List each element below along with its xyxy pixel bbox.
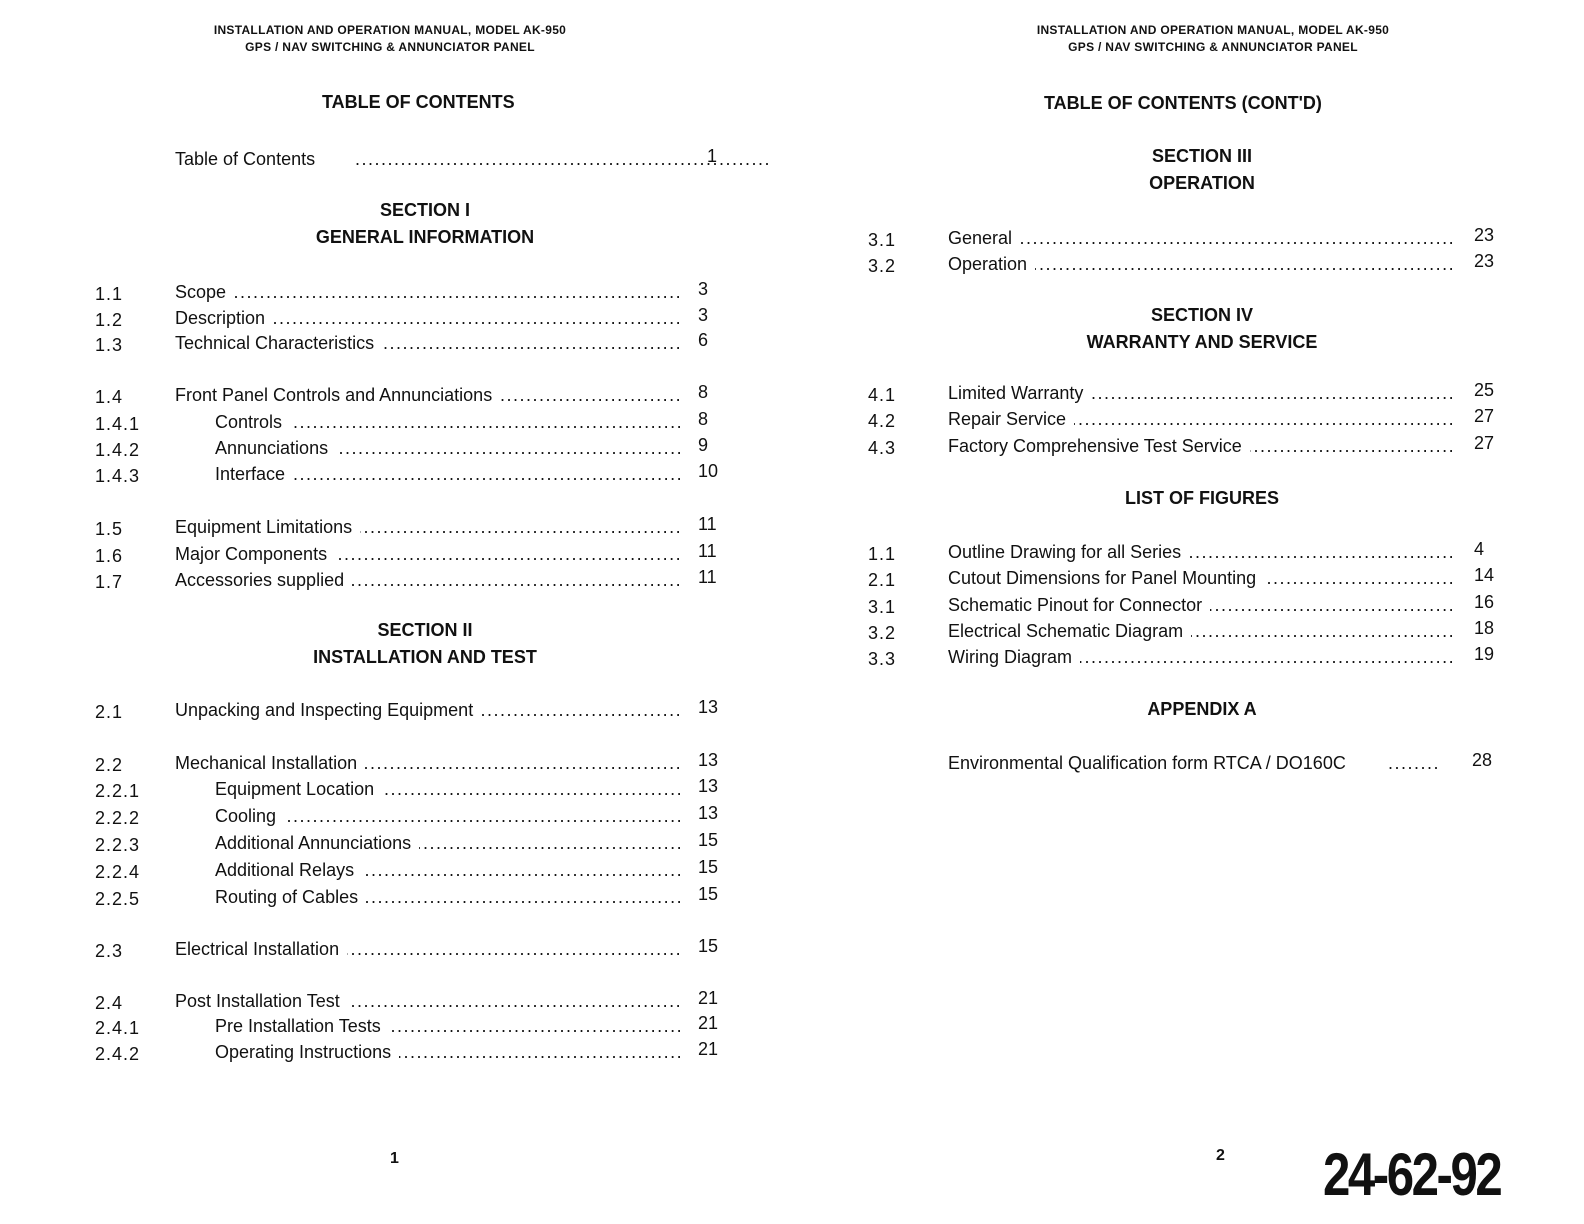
page-number: 1 xyxy=(390,1150,399,1167)
toc-entry xyxy=(868,645,1508,669)
toc-entry xyxy=(95,885,735,909)
page-title: TABLE OF CONTENTS (CONT'D) xyxy=(1044,93,1322,113)
header-line-1: INSTALLATION AND OPERATION MANUAL, MODEL AK-950 xyxy=(213,23,567,37)
toc-entry-page: 13 xyxy=(698,803,719,823)
toc-entry-number: 1.3 xyxy=(95,335,124,355)
section-3-heading xyxy=(1027,143,1377,197)
right-page xyxy=(792,0,1584,1224)
toc-entry xyxy=(868,407,1508,431)
toc-entry-label: Interface xyxy=(215,462,293,486)
toc-entry-label: Operation xyxy=(948,252,1035,276)
toc-entry-page: 11 xyxy=(698,541,717,561)
toc-entry xyxy=(95,383,735,407)
toc-entry-number: 2.2.4 xyxy=(95,862,141,882)
toc-entry-page: 15 xyxy=(698,884,719,904)
toc-entry xyxy=(95,280,735,304)
toc-entry-number: 1.5 xyxy=(95,519,124,539)
toc-entry-page: 1 xyxy=(707,146,718,166)
toc-entry-number: 1.4.2 xyxy=(95,440,141,460)
appendix-title: APPENDIX A xyxy=(1147,699,1257,719)
toc-entry-page: 16 xyxy=(1474,592,1495,612)
toc-entry-number: 1.4 xyxy=(95,387,124,407)
header-line-2: GPS / NAV SWITCHING & ANNUNCIATOR PANEL xyxy=(245,40,535,54)
toc-entry-number: 3.2 xyxy=(868,256,897,276)
toc-entry-page: 21 xyxy=(698,1039,719,1059)
toc-entry xyxy=(868,252,1508,276)
toc-entry-number: 2.2.5 xyxy=(95,889,141,909)
toc-entry-label: Equipment Location xyxy=(215,777,382,801)
running-header xyxy=(0,22,780,56)
header-line-2: GPS / NAV SWITCHING & ANNUNCIATOR PANEL xyxy=(1068,40,1358,54)
toc-entry-page: 6 xyxy=(698,330,709,350)
toc-entry-label: Schematic Pinout for Connector xyxy=(948,593,1210,617)
section-4-heading xyxy=(1027,302,1377,356)
toc-entry-page: 25 xyxy=(1474,380,1495,400)
header-line-1: INSTALLATION AND OPERATION MANUAL, MODEL AK-950 xyxy=(1036,23,1390,37)
page-number: 2 xyxy=(1216,1147,1225,1164)
toc-entry-number: 3.1 xyxy=(868,597,897,617)
toc-entry-number: 2.1 xyxy=(868,570,897,590)
toc-entry-page: 4 xyxy=(1474,539,1485,559)
toc-entry-page: 11 xyxy=(698,514,717,534)
toc-entry-page: 8 xyxy=(698,409,709,429)
toc-entry-page: 19 xyxy=(1474,644,1495,664)
toc-entry-number: 1.7 xyxy=(95,572,124,592)
toc-entry-label: Electrical Schematic Diagram xyxy=(948,619,1191,643)
document-number: 24-62-92 xyxy=(1323,1141,1501,1208)
section-1-heading xyxy=(250,197,600,251)
toc-entry-number: 1.4.1 xyxy=(95,414,141,434)
toc-entry-number: 1.4.3 xyxy=(95,466,141,486)
toc-entry-number: 1.2 xyxy=(95,310,124,330)
toc-entry-number: 4.1 xyxy=(868,385,897,405)
toc-entry xyxy=(95,147,735,171)
toc-entry xyxy=(868,226,1508,250)
toc-entry xyxy=(868,540,1508,564)
toc-entry xyxy=(95,937,735,961)
toc-entry xyxy=(95,331,735,355)
toc-entry-label: Additional Annunciations xyxy=(215,831,419,855)
toc-entry-number: 2.4.1 xyxy=(95,1018,141,1038)
section-2-heading xyxy=(250,617,600,671)
toc-entry-page: 18 xyxy=(1474,618,1495,638)
toc-entry xyxy=(95,858,735,882)
toc-entry-label: Accessories supplied xyxy=(175,568,352,592)
toc-entry xyxy=(868,593,1508,617)
toc-entry-label: Scope xyxy=(175,280,234,304)
toc-entry-label: General xyxy=(948,226,1020,250)
toc-entry-label: Major Components xyxy=(175,542,335,566)
toc-entry-label: Post Installation Test xyxy=(175,989,348,1013)
toc-entry xyxy=(95,804,735,828)
toc-entry-page: 3 xyxy=(698,279,709,299)
toc-entry xyxy=(95,1040,735,1064)
toc-entry xyxy=(95,1014,735,1038)
toc-entry-label: Mechanical Installation xyxy=(175,751,365,775)
toc-entry-label: Repair Service xyxy=(948,407,1074,431)
toc-entry xyxy=(95,462,735,486)
toc-entry-page: 13 xyxy=(698,776,719,796)
toc-entry-number: 3.3 xyxy=(868,649,897,669)
toc-entry-label: Front Panel Controls and Annunciations xyxy=(175,383,500,407)
toc-entry-label: Routing of Cables xyxy=(215,885,366,909)
toc-entry-label: Cutout Dimensions for Panel Mounting xyxy=(948,566,1264,590)
toc-entry-page: 27 xyxy=(1474,433,1495,453)
toc-entry-page: 13 xyxy=(698,750,719,770)
toc-entry-number: 4.2 xyxy=(868,411,897,431)
toc-entry-label: Cooling xyxy=(215,804,284,828)
section-3-subtitle: OPERATION xyxy=(1149,173,1255,193)
toc-entry-label: Unpacking and Inspecting Equipment xyxy=(175,698,481,722)
toc-entry xyxy=(95,306,735,330)
toc-entry-number: 2.2.2 xyxy=(95,808,141,828)
appendix-entry xyxy=(868,751,1508,775)
figures-title: LIST OF FIGURES xyxy=(1124,488,1279,508)
toc-entry-page: 21 xyxy=(698,988,719,1008)
section-1-subtitle: GENERAL INFORMATION xyxy=(315,227,535,247)
toc-entry-number: 1.6 xyxy=(95,546,124,566)
toc-entry-number: 2.4 xyxy=(95,993,124,1013)
toc-entry-label: Additional Relays xyxy=(215,858,362,882)
leader-dots xyxy=(948,226,1453,250)
toc-entry-page: 15 xyxy=(698,857,719,877)
page-title: TABLE OF CONTENTS xyxy=(322,92,515,112)
toc-entry-page: 10 xyxy=(698,461,719,481)
toc-entry-number: 2.2.1 xyxy=(95,781,141,801)
toc-entry-number: 3.1 xyxy=(868,230,897,250)
section-2-title: SECTION II xyxy=(377,620,473,640)
toc-entry xyxy=(95,436,735,460)
toc-entry-label: Description xyxy=(175,306,273,330)
toc-entry xyxy=(95,568,735,592)
toc-entry-label: Operating Instructions xyxy=(215,1040,399,1064)
toc-entry xyxy=(868,434,1508,458)
leader-dots xyxy=(355,147,770,171)
toc-entry-label: Controls xyxy=(215,410,290,434)
section-3-title: SECTION III xyxy=(1151,146,1252,166)
toc-entry-page: 11 xyxy=(698,567,717,587)
toc-entry-number: 2.1 xyxy=(95,702,124,722)
toc-entry-number: 2.2 xyxy=(95,755,124,775)
toc-entry-page: 23 xyxy=(1474,251,1495,271)
toc-entry-label: Wiring Diagram xyxy=(948,645,1080,669)
toc-entry xyxy=(868,566,1508,590)
section-4-subtitle: WARRANTY AND SERVICE xyxy=(1086,332,1318,352)
toc-entry xyxy=(95,410,735,434)
leader-dots xyxy=(215,804,680,828)
toc-entry-number: 2.2.3 xyxy=(95,835,141,855)
toc-entry-number: 3.2 xyxy=(868,623,897,643)
toc-entry-page: 23 xyxy=(1474,225,1495,245)
toc-entry xyxy=(95,777,735,801)
leader-dots xyxy=(1388,751,1438,775)
toc-entry-page: 27 xyxy=(1474,406,1495,426)
section-2-subtitle: INSTALLATION AND TEST xyxy=(313,647,537,667)
toc-entry-label: Table of Contents xyxy=(175,147,323,171)
toc-entry-label: Factory Comprehensive Test Service xyxy=(948,434,1250,458)
appendix-heading xyxy=(1027,696,1377,723)
toc-entry xyxy=(95,698,735,722)
toc-entry xyxy=(95,542,735,566)
toc-entry-number: 4.3 xyxy=(868,438,897,458)
toc-entry-label: Equipment Limitations xyxy=(175,515,360,539)
toc-entry-number: 2.4.2 xyxy=(95,1044,141,1064)
toc-entry-page: 9 xyxy=(698,435,709,455)
toc-entry-page: 15 xyxy=(698,936,719,956)
toc-entry-number: 1.1 xyxy=(868,544,897,564)
toc-entry xyxy=(95,989,735,1013)
toc-entry-label: Outline Drawing for all Series xyxy=(948,540,1189,564)
toc-entry xyxy=(95,751,735,775)
toc-entry-page: 15 xyxy=(698,830,719,850)
toc-entry xyxy=(868,619,1508,643)
toc-entry-label: Limited Warranty xyxy=(948,381,1091,405)
toc-entry xyxy=(95,831,735,855)
appendix-entry-page: 28 xyxy=(1472,750,1493,770)
toc-entry-number: 1.1 xyxy=(95,284,124,304)
toc-entry-label: Annunciations xyxy=(215,436,336,460)
section-4-title: SECTION IV xyxy=(1150,305,1253,325)
toc-entry-number: 2.3 xyxy=(95,941,124,961)
toc-entry xyxy=(868,381,1508,405)
toc-entry-page: 13 xyxy=(698,697,719,717)
toc-entry xyxy=(95,515,735,539)
toc-entry-page: 3 xyxy=(698,305,709,325)
figures-heading xyxy=(1027,485,1377,512)
toc-entry-label: Technical Characteristics xyxy=(175,331,382,355)
section-1-title: SECTION I xyxy=(379,200,470,220)
running-header xyxy=(817,22,1584,56)
toc-entry-label: Pre Installation Tests xyxy=(215,1014,389,1038)
toc-entry-label: Electrical Installation xyxy=(175,937,347,961)
leader-dots xyxy=(175,280,680,304)
toc-entry-page: 8 xyxy=(698,382,709,402)
toc-entry-page: 14 xyxy=(1474,565,1495,585)
toc-entry-page: 21 xyxy=(698,1013,719,1033)
appendix-entry-label: Environmental Qualification form RTCA / DO160C xyxy=(948,751,1354,775)
